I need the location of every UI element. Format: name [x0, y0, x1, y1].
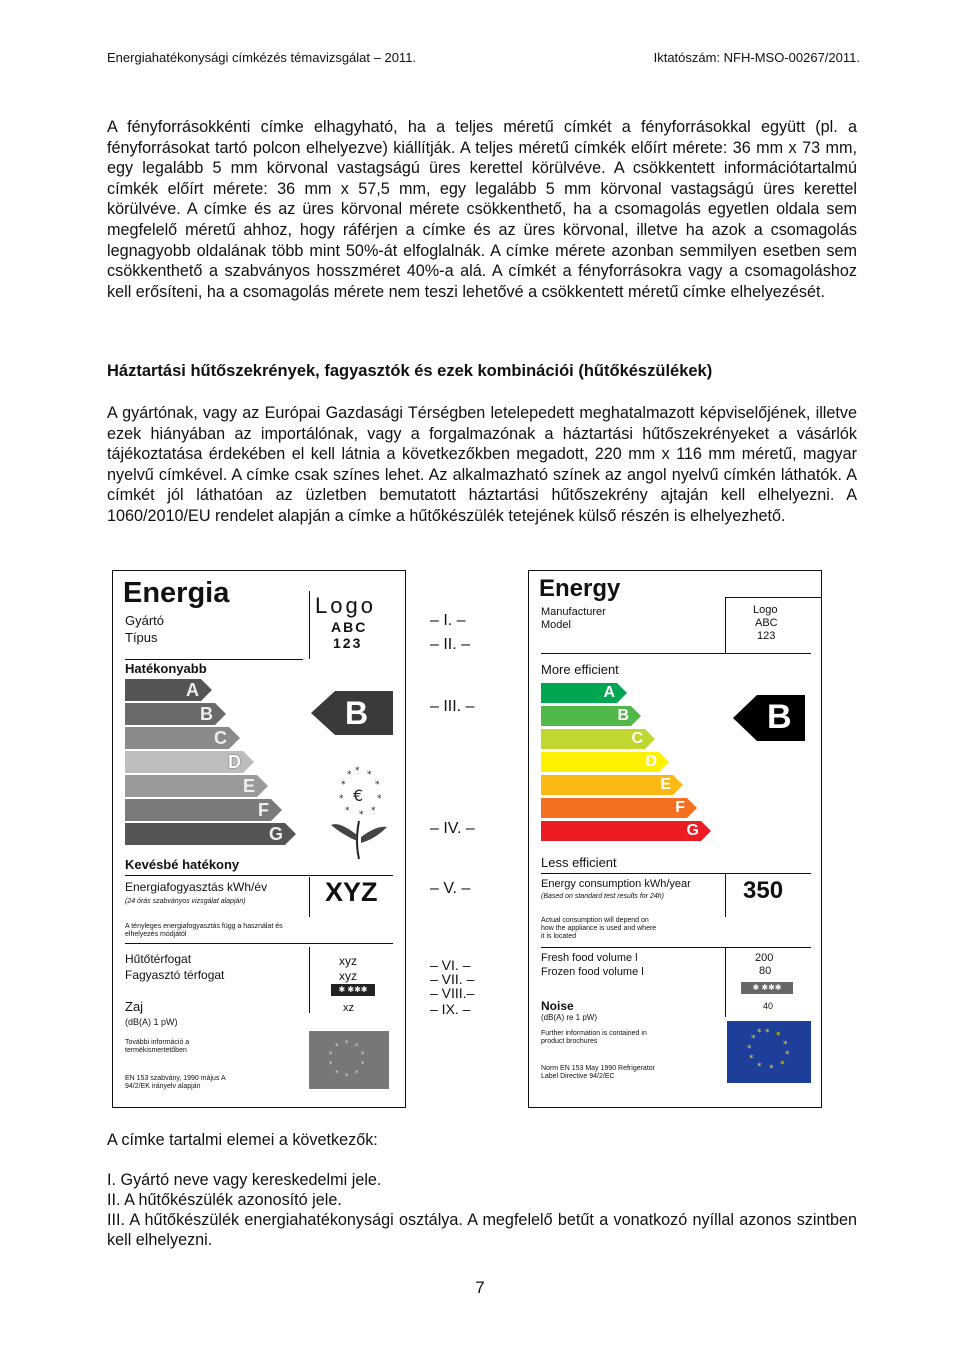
efficiency-arrow-label: B [200, 704, 213, 724]
svg-text:€: € [353, 786, 364, 805]
actual-consumption-note: A tényleges energiafogyasztás függ a használat és elhelyezés módjától [125, 923, 283, 938]
svg-text:*: * [355, 1069, 359, 1077]
consumption-value: XYZ [325, 877, 378, 907]
svg-text:*: * [347, 770, 352, 780]
hungarian-energy-label [112, 570, 406, 1108]
norm-text: Norm EN 153 May 1990 Refrigerator Label Directive 94/2/EC [541, 1065, 655, 1080]
svg-text:*: * [377, 794, 382, 804]
manufacturer-label: Manufacturer [541, 606, 606, 618]
efficiency-arrow-g [125, 823, 296, 850]
svg-text:*: * [345, 1072, 349, 1080]
most-efficient-label: More efficient [541, 662, 619, 677]
consumption-note: (24 órás szabványos vizsgálat alapján) [125, 898, 246, 905]
svg-text:*: * [780, 1060, 785, 1070]
svg-text:*: * [361, 1060, 365, 1068]
svg-text:*: * [355, 766, 360, 776]
efficiency-arrow-b [125, 703, 226, 730]
efficiency-arrow-a [125, 679, 212, 706]
header-title: Energiahatékonysági címkézés témavizsgálat – 2011. [107, 50, 417, 65]
efficiency-arrow-label: A [603, 684, 615, 701]
noise-label: Noise [541, 999, 574, 1013]
eu-flag-icon [309, 1031, 389, 1089]
logo-text: Logo [753, 604, 778, 616]
svg-text:*: * [749, 1054, 754, 1064]
model-number: 123 [757, 630, 776, 642]
current-class: B [345, 695, 369, 731]
efficiency-arrow-label: C [631, 730, 643, 747]
efficiency-arrow-label: F [258, 800, 269, 820]
frozen-volume-label: Fagyasztó térfogat [125, 968, 225, 982]
roman-numeral-marker: – VIII.– [430, 985, 475, 1001]
frozen-volume-label: Frozen food volume l [541, 966, 644, 978]
most-efficient-label: Hatékonyabb [125, 661, 207, 676]
efficiency-arrow-g [541, 821, 711, 846]
paragraph-light-sources: A fényforrásokkénti címke elhagyható, ha a teljes méretű címkét a fényforrásokkal együtt (pl. a fényforrásokat tartó polcon elhelyezve) kiállítják. A teljes méretű címkék előírt mérete: 36 mm x 73 mm, egy legalább 5 mm körvonal vastagságú üres kerettel körülvéve. A csökkentett információtartalmú címkék előírt mérete: 36 mm x 57,5 mm, egy legalább 5 mm körvonal vastagságú üres kerettel körülvéve. A címke és az üres körvonal mérete csökkenthető, ha a csomagolás egyetlen oldala sem megfelelő méretű ahhoz, hogy ráférjen a címke és az üres körvonal, illetve ha azok a csomagolás legnagyobb oldalának több mint 50%-át elfoglalnák. A címke mérete azonban semmilyen esetben sem csökkenthető a szabványos hosszméret 40%-a alá. A címkét a fényforrásokra vagy a csomagoláshoz kell erősíteni, ha a csomagolás mérete nem teszi lehetővé a csökkentett méretű címke elhelyezését. [107, 118, 857, 301]
actual-consumption-note: Actual consumption will depend on how the appliance is used and where it is located [541, 917, 657, 940]
least-efficient-label: Less efficient [541, 855, 617, 870]
svg-text:*: * [329, 1060, 333, 1068]
abc-text: ABC [331, 619, 368, 635]
svg-text:*: * [329, 1050, 333, 1058]
consumption-label: Energy consumption kWh/year [541, 878, 691, 890]
current-class: B [767, 698, 792, 736]
section-heading: Háztartási hűtőszekrények, fagyasztók és ezek kombinációi (hűtőkészülékek) [107, 362, 713, 380]
efficiency-arrow-a [541, 683, 627, 708]
efficiency-arrow-b [541, 706, 641, 731]
efficiency-arrow-e [541, 775, 683, 800]
svg-text:*: * [335, 1042, 339, 1050]
elements-intro: A címke tartalmi elemei a következők: [107, 1131, 378, 1149]
label-title: Energy [539, 575, 621, 602]
efficiency-arrow-d [125, 751, 254, 778]
roman-numeral-marker: – IX. – [430, 1001, 471, 1017]
svg-text:*: * [765, 1028, 770, 1038]
efficiency-arrow-label: C [214, 728, 227, 748]
freezer-star-icon: ✱ ✱✱✱ [741, 982, 793, 994]
efficiency-arrow-label: E [242, 776, 255, 796]
efficiency-arrow-d [541, 752, 669, 777]
svg-text:*: * [345, 806, 350, 816]
noise-unit: (dB(A) 1 pW) [125, 1017, 178, 1027]
efficiency-arrow-e [125, 775, 268, 802]
english-energy-label [528, 570, 822, 1108]
model-label: Model [541, 619, 571, 631]
efficiency-arrow-label: B [617, 707, 629, 724]
manufacturer-label: Gyártó [125, 613, 165, 628]
efficiency-arrow-label: G [268, 824, 283, 844]
efficiency-arrow-f [541, 798, 697, 823]
noise-unit: (dB(A) re 1 pW) [541, 1013, 598, 1022]
svg-text:*: * [367, 770, 372, 780]
list-item: III. A hűtőkészülék energiahatékonysági osztálya. A megfelelő betűt a vonatkozó nyíllal azonos szintben kell elhelyezni. [107, 1211, 857, 1249]
svg-text:*: * [757, 1062, 762, 1072]
frozen-volume-value: xyz [339, 969, 357, 983]
svg-text:*: * [747, 1044, 752, 1054]
list-item: I. Gyártó neve vagy kereskedelmi jele. [107, 1171, 382, 1189]
fresh-volume-label: Hűtőtérfogat [125, 952, 192, 966]
roman-numeral-marker: – I. – [430, 612, 466, 629]
frozen-volume-value: 80 [759, 965, 772, 977]
svg-text:*: * [371, 806, 376, 816]
noise-value: xz [343, 1002, 354, 1014]
roman-numeral-marker: – VI. – [430, 957, 471, 973]
roman-numeral-marker: – V. – [430, 880, 471, 897]
svg-text:*: * [375, 780, 380, 790]
svg-text:*: * [361, 1050, 365, 1058]
noise-value: 40 [763, 1001, 774, 1011]
roman-numeral-marker: – II. – [430, 636, 471, 653]
svg-text:*: * [345, 1039, 349, 1047]
least-efficient-label: Kevésbé hatékony [125, 857, 240, 872]
efficiency-arrow-label: A [186, 680, 199, 700]
svg-text:*: * [769, 1064, 774, 1074]
svg-text:*: * [785, 1050, 790, 1060]
label-title: Energia [123, 577, 230, 609]
consumption-value: 350 [743, 877, 784, 904]
eu-flag-icon [727, 1021, 811, 1083]
consumption-label: Energiafogyasztás kWh/év [125, 880, 268, 894]
svg-text:*: * [359, 810, 364, 820]
roman-numeral-marker: – III. – [430, 698, 475, 715]
abc-text: ABC [755, 617, 778, 629]
roman-numeral-marker: – VII. – [430, 971, 475, 987]
svg-text:*: * [751, 1034, 756, 1044]
efficiency-arrow-label: D [228, 752, 241, 772]
logo-text: Logo [315, 593, 376, 618]
page-number: 7 [475, 1278, 485, 1297]
svg-text:*: * [757, 1028, 762, 1038]
further-info: További információ a termékismertetőben [125, 1039, 190, 1054]
efficiency-arrow-label: F [675, 799, 685, 816]
svg-text:*: * [776, 1031, 781, 1041]
header-reference: Iktatószám: NFH-MSO-00267/2011. [653, 50, 860, 65]
model-number: 123 [333, 635, 363, 651]
fresh-volume-value: 200 [755, 952, 774, 964]
svg-text:*: * [335, 1069, 339, 1077]
fresh-volume-label: Fresh food volume l [541, 952, 638, 964]
noise-label: Zaj [125, 999, 144, 1014]
norm-text: EN 153 szabvány, 1990 május A 94/2/EK irányelv alapján [125, 1075, 226, 1090]
roman-numeral-marker: – IV. – [430, 820, 475, 837]
svg-text:*: * [341, 780, 346, 790]
consumption-note: (Based on standard test results for 24h) [541, 893, 664, 900]
efficiency-arrow-label: D [645, 753, 657, 770]
efficiency-arrow-label: E [660, 776, 671, 793]
svg-text:*: * [355, 1042, 359, 1050]
eco-flower-icon [325, 761, 395, 866]
efficiency-arrow-f [125, 799, 282, 826]
efficiency-arrow-c [541, 729, 655, 754]
efficiency-arrow-c [125, 727, 240, 754]
fresh-volume-value: xyz [339, 954, 357, 968]
svg-text:*: * [783, 1040, 788, 1050]
freezer-star-icon: ✱ ✱✱✱ [331, 984, 375, 996]
type-label: Típus [125, 630, 158, 645]
list-item: II. A hűtőkészülék azonosító jele. [107, 1191, 342, 1209]
further-info: Further information is contained in product brochures [541, 1030, 647, 1045]
efficiency-arrow-label: G [686, 822, 699, 839]
svg-text:*: * [339, 794, 344, 804]
paragraph-refrigerators: A gyártónak, vagy az Európai Gazdasági Térségben letelepedett meghatalmazott képviselőjének, illetve ezek hiányában az importálónak, vagy a forgalmazónak a háztartási hűtőszekrényeket a vásárlók tájékoztatása érdekében el kell látnia a következőkben megadott, 220 mm x 116 mm méretű, magyar nyelvű címkével. A címke csak színes lehet. Az alkalmazható színek az angol nyelvű címkén láthatók. A címkét jól láthatóan az üzletben bemutatott háztartási hűtőszekrény ajtaján kell elhelyezni. A 1060/2010/EU rendelet alapján a címke a hűtőkészülék tetejének külső részén is elhelyezhető. [107, 404, 857, 525]
